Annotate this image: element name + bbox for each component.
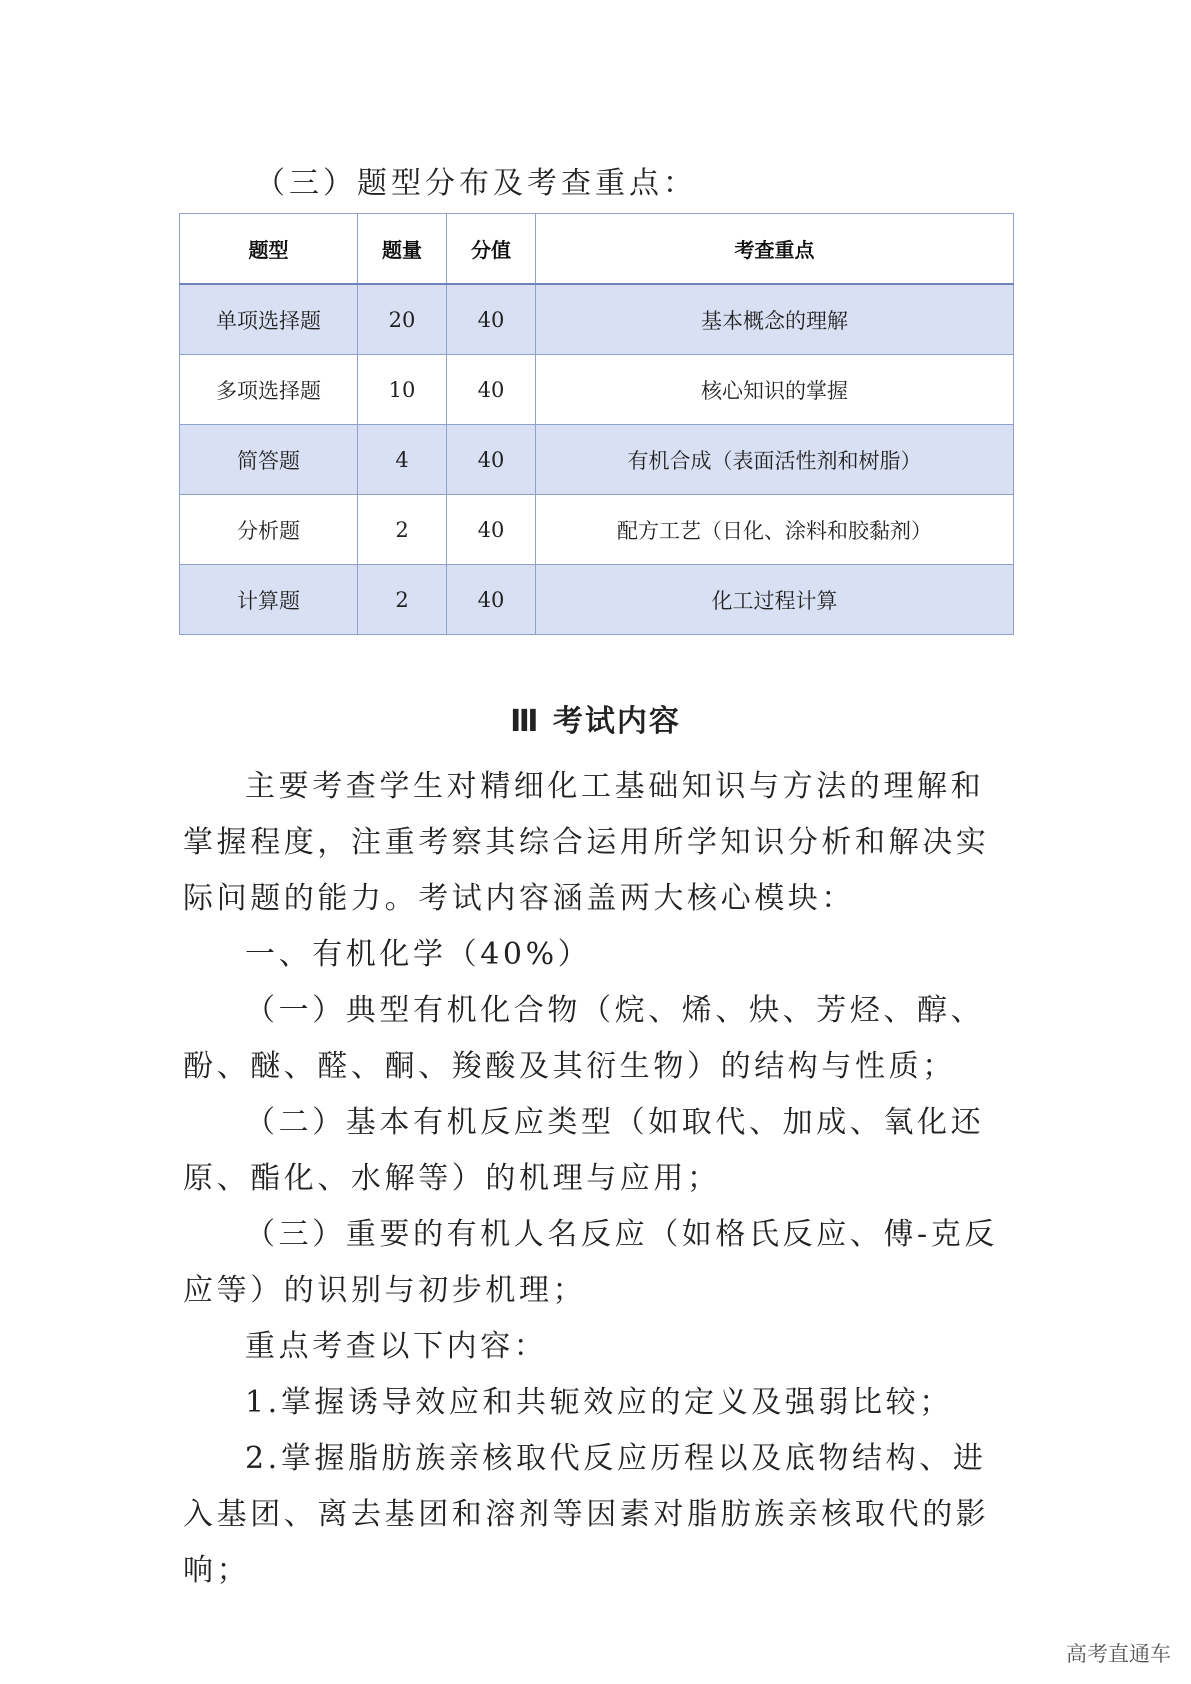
- header-score: 分值: [447, 214, 536, 285]
- cell-score: 40: [447, 425, 536, 495]
- focus-item: 2.掌握脂肪族亲核取代反应历程以及底物结构、进入基团、离去基团和溶剂等因素对脂肪族亲核取代的影响；: [183, 1441, 990, 1588]
- intro-paragraph: 主要考查学生对精细化工基础知识与方法的理解和掌握程度，注重考察其综合运用所学知识分析和解决实际问题的能力。考试内容涵盖两大核心模块：: [183, 769, 990, 916]
- cell-focus: 化工过程计算: [536, 565, 1014, 635]
- cell-question-type: 分析题: [180, 495, 358, 565]
- cell-score: 40: [447, 284, 536, 355]
- cell-score: 40: [447, 495, 536, 565]
- table-row: [180, 565, 1014, 635]
- table-header-row: [180, 214, 1014, 285]
- table-row: [180, 355, 1014, 425]
- header-focus: 考查重点: [536, 214, 1014, 285]
- cell-question-count: 2: [358, 565, 447, 635]
- cell-question-count: 20: [358, 284, 447, 355]
- table-row: [180, 495, 1014, 565]
- cell-question-type: 单项选择题: [180, 284, 358, 355]
- table-row: [180, 284, 1014, 355]
- cell-question-count: 10: [358, 355, 447, 425]
- table-row: [180, 425, 1014, 495]
- content-item: （三）重要的有机人名反应（如格氏反应、傅-克反应等）的识别与初步机理；: [183, 1217, 998, 1308]
- cell-score: 40: [447, 355, 536, 425]
- chapter-heading: Ⅲ 考试内容: [510, 704, 681, 739]
- cell-question-type: 多项选择题: [180, 355, 358, 425]
- content-item: （一）典型有机化合物（烷、烯、炔、芳烃、醇、酚、醚、醛、酮、羧酸及其衍生物）的结构与性质；: [183, 993, 985, 1084]
- header-question-type: 题型: [180, 214, 358, 285]
- focus-item: 1.掌握诱导效应和共轭效应的定义及强弱比较；: [245, 1385, 953, 1420]
- cell-focus: 配方工艺（日化、涂料和胶黏剂）: [536, 495, 1014, 565]
- cell-score: 40: [447, 565, 536, 635]
- module-heading: 一、有机化学（40%）: [245, 937, 592, 972]
- cell-question-type: 计算题: [180, 565, 358, 635]
- watermark-text: 高考直通车: [1066, 1642, 1171, 1666]
- focus-heading: 重点考查以下内容：: [245, 1329, 548, 1364]
- cell-question-type: 简答题: [180, 425, 358, 495]
- cell-focus: 基本概念的理解: [536, 284, 1014, 355]
- question-type-table: [179, 213, 1014, 635]
- section-caption: （三）题型分布及考查重点：: [255, 166, 697, 201]
- body-text: [183, 759, 1015, 1599]
- cell-focus: 有机合成（表面活性剂和树脂）: [536, 425, 1014, 495]
- cell-focus: 核心知识的掌握: [536, 355, 1014, 425]
- content-item: （二）基本有机反应类型（如取代、加成、氧化还原、酯化、水解等）的机理与应用；: [183, 1105, 985, 1196]
- cell-question-count: 4: [358, 425, 447, 495]
- header-question-count: 题量: [358, 214, 447, 285]
- cell-question-count: 2: [358, 495, 447, 565]
